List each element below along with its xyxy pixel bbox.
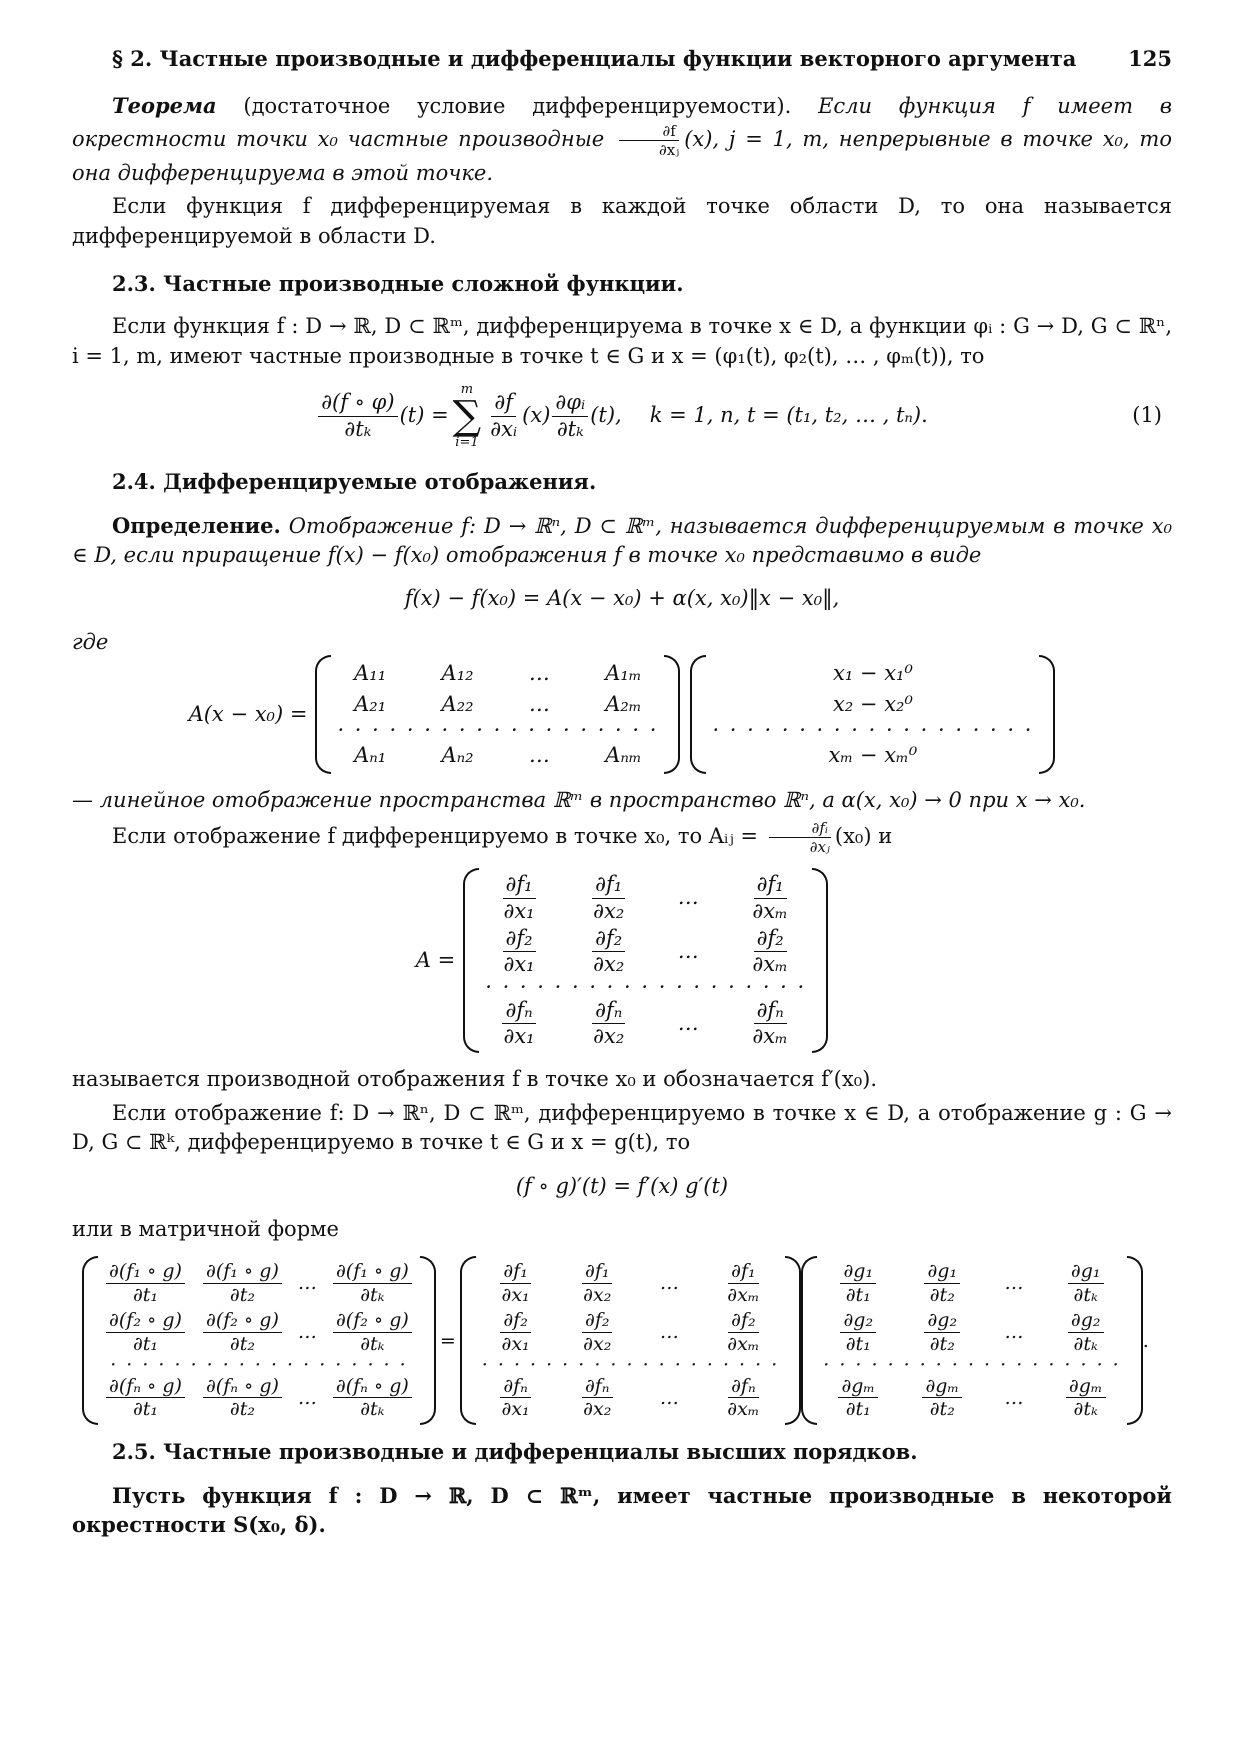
vector-x xyxy=(690,655,1055,774)
matrix-entry: … xyxy=(659,1386,679,1409)
chain-rule-equation: (f ∘ g)′(t) = f′(x) g′(t) xyxy=(515,1173,729,1198)
matrix-entry-fraction: $\frac{\text{∂f₂}}{\text{∂xₘ}}$ xyxy=(727,1308,760,1355)
matrix-entry: x₂ − x₂⁰ xyxy=(832,692,913,717)
matrix-entry-fraction: $\frac{\text{∂f₂}}{\text{∂xₘ}}$ xyxy=(752,925,788,976)
theorem xyxy=(72,91,1172,188)
eq1-df-fraction: $\frac{\partial f}{\text{∂xᵢ}}$ xyxy=(490,390,518,441)
matrix-entry-fraction: $\frac{\text{∂fₙ}}{\text{∂x₁}}$ xyxy=(501,1374,530,1421)
theorem-label: Теорема xyxy=(112,93,217,119)
matrix-entry-fraction: $\frac{\text{∂(fₙ ∘ g)}}{\text{∂t₂}}$ xyxy=(203,1375,282,1422)
matrix-entry-fraction: $\frac{\text{∂fₙ}}{\text{∂x₁}}$ xyxy=(503,997,535,1049)
matrix-entry-fraction: $\frac{\text{∂fₙ}}{\text{∂x₂}}$ xyxy=(593,997,625,1049)
matrix-entry-fraction: $\frac{\text{∂f₂}}{\text{∂x₂}}$ xyxy=(583,1308,612,1355)
equation-increment: f(x) − f(x₀) = A(x − x₀) + α(x, x₀)‖x − x₀‖, xyxy=(404,586,840,611)
matrix-entry: … xyxy=(297,1386,317,1409)
matrix-entry-fraction: $\frac{\text{∂f₁}}{\text{∂xₘ}}$ xyxy=(727,1260,760,1307)
matrix-entry-fraction: $\frac{\text{∂(fₙ ∘ g)}}{\text{∂t₁}}$ xyxy=(106,1375,185,1422)
matrix-entry: … xyxy=(677,885,699,910)
matrix-entry-fraction: $\frac{\text{∂f₁}}{\text{∂x₂}}$ xyxy=(593,872,625,923)
matrix-entry: … xyxy=(528,692,550,717)
eq1-dphi-fraction: $\frac{\text{∂φᵢ}}{\text{∂tₖ}}$ xyxy=(552,390,588,441)
matrix-entry: … xyxy=(659,1272,679,1295)
matrix-entry-fraction: $\frac{\text{∂gₘ}}{\text{∂t₂}}$ xyxy=(922,1375,962,1422)
matrix-entry-fraction: $\frac{\text{∂g₂}}{\text{∂tₖ}}$ xyxy=(1068,1309,1104,1356)
matrix-entry: A₁₂ xyxy=(441,661,474,686)
paragraph-chain-rule: Если отображение f: D → ℝⁿ, D ⊂ ℝᵐ, дифференцируемо в точке x ∈ D, а отображение g : G → D, G ⊂ ℝᵏ, дифференцируемо в точке t ∈ G и x = g(t), то xyxy=(72,1100,1172,1155)
eq1-tail: k = 1, n, t = (t₁, t₂, … , tₙ). xyxy=(649,403,928,428)
matrix-entry-fraction: $\frac{\text{∂f₁}}{\text{∂x₂}}$ xyxy=(583,1260,612,1307)
theorem-condition: (достаточное условие дифференцируемости). xyxy=(243,94,792,119)
matrix-dots-row: · · · · · · · · · · · · · · · · · · · xyxy=(481,1353,780,1376)
matrix-entry-fraction: $\frac{\text{∂f₁}}{\text{∂x₁}}$ xyxy=(503,872,535,923)
paragraph-2-5: Пусть функция f : D → ℝ, D ⊂ ℝᵐ, имеет частные производные в некоторой окрестности S(x₀, δ). xyxy=(72,1482,1172,1538)
matrix-dots-row: · · · · · · · · · · · · · · · · · · · xyxy=(712,717,1034,742)
jacobian-lhs: A = xyxy=(415,948,456,973)
jacobian-g xyxy=(801,1256,1142,1425)
matrix-entry-fraction: $\frac{\text{∂f₂}}{\text{∂x₂}}$ xyxy=(593,925,625,976)
matrix-entry: … xyxy=(297,1320,317,1343)
matrix-entry-fraction: $\frac{\text{∂gₘ}}{\text{∂tₖ}}$ xyxy=(1066,1375,1106,1422)
summation-sign: m ∑ i=1 xyxy=(452,382,482,451)
matrix-entry-fraction: $\frac{\text{∂f₂}}{\text{∂x₁}}$ xyxy=(503,925,535,976)
matrix-entry-fraction: $\frac{\text{∂g₁}}{\text{∂t₂}}$ xyxy=(924,1260,960,1307)
equation-number: (1) xyxy=(1132,403,1162,428)
aij-text-2: (x₀) и xyxy=(834,824,893,849)
matrix-entry: A₂ₘ xyxy=(605,692,642,717)
section-2-4-heading: 2.4. Дифференцируемые отображения. xyxy=(112,469,597,495)
matrix-entry: … xyxy=(528,742,550,767)
matrix-entry: Aₙ₂ xyxy=(441,742,474,767)
linear-mapping-text: — линейное отображение пространства ℝᵐ в пространство ℝⁿ, а α(x, x₀) → 0 при x → x₀. xyxy=(72,788,1086,813)
matrix-entry: … xyxy=(677,938,699,963)
composite-jacobian xyxy=(82,1256,436,1425)
matrix-entry: A₂₂ xyxy=(441,692,474,717)
theorem-text-1: Если функция f имеет в окрестности точки x₀ частные производные xyxy=(72,94,1172,151)
definition-label: Определение. xyxy=(112,512,281,538)
matrix-entry-fraction: $\frac{\text{∂g₂}}{\text{∂t₂}}$ xyxy=(924,1309,960,1356)
matrix-entry-fraction: $\frac{\text{∂gₘ}}{\text{∂t₁}}$ xyxy=(838,1375,878,1422)
eq1-phi-arg: (t), xyxy=(590,403,622,428)
theorem-fraction: $\frac{\partial f}{\text{∂xⱼ}}$ xyxy=(616,122,682,159)
matrix-entry: … xyxy=(528,661,550,686)
matrix-dots-row: · · · · · · · · · · · · · · · · · · · xyxy=(823,1353,1121,1376)
definition xyxy=(72,511,1172,571)
matrix-entry: x₁ − x₁⁰ xyxy=(832,661,913,686)
paragraph-2-3: Если функция f : D → ℝ, D ⊂ ℝᵐ, дифференцируема в точке x ∈ D, а функции φᵢ : G → D, G ⊂ ℝⁿ, i = 1, m, имеют частные производные в точке t ∈ G и x = (φ₁(t), φ₂(t), … , φₘ(t)), то xyxy=(72,314,1172,368)
matrix-entry: Aₙ₁ xyxy=(354,742,387,767)
matrix-entry-fraction: $\frac{\text{∂fₙ}}{\text{∂xₘ}}$ xyxy=(727,1374,760,1421)
aij-text-1: Если отображение f дифференцируемо в точке x₀, то Aᵢⱼ = xyxy=(112,824,759,849)
matrix-entry-fraction: $\frac{\text{∂(f₂ ∘ g)}}{\text{∂t₂}}$ xyxy=(203,1309,282,1356)
matrix-entry-fraction: $\frac{\text{∂fₙ}}{\text{∂xₘ}}$ xyxy=(752,997,788,1049)
jacobian-matrix xyxy=(463,868,828,1053)
page-number: 125 xyxy=(1128,46,1172,71)
matrix-entry-fraction: $\frac{\text{∂g₁}}{\text{∂t₁}}$ xyxy=(840,1260,876,1307)
paragraph-aij xyxy=(72,819,1172,856)
matrix-entry-fraction: $\frac{\text{∂fₙ}}{\text{∂x₂}}$ xyxy=(583,1374,612,1421)
matrix-entry: A₁ₘ xyxy=(605,661,642,686)
matrix-entry-fraction: $\frac{\text{∂f₂}}{\text{∂x₁}}$ xyxy=(501,1308,530,1355)
matrix-entry-fraction: $\frac{\text{∂f₁}}{\text{∂x₁}}$ xyxy=(501,1260,530,1307)
section-2-3-heading: 2.3. Частные производные сложной функции. xyxy=(112,270,684,296)
equals-sign: = xyxy=(439,1329,456,1352)
eq1-lhs-arg: (t) = xyxy=(399,403,449,428)
theorem-text-2: (x), j = 1, m, непрерывные в точке x₀, то она дифференцируема в этой точке. xyxy=(72,126,1172,185)
matrix-entry-fraction: $\frac{\text{∂(fₙ ∘ g)}}{\text{∂tₖ}}$ xyxy=(333,1375,412,1422)
matrix-entry: A₁₁ xyxy=(354,661,387,686)
matrix-entry: … xyxy=(1004,1272,1024,1295)
matrix-chain-equation: $\frac{\text{∂(f₁ ∘ g)}}{\text{∂t₁}}$ $\frac{\text{∂(f₁ ∘ g)}}{\text{∂t₂}}$ … $\frac{\text{∂(f₁ ∘ g)}}{\text{∂tₖ}}$ $\frac{\text{∂(f₂ ∘ g)}}{\text{∂t₁}}$ $\frac{\text{∂(f₂ ∘ g)}}{\text{∂t₂}}$ … $\frac{\text{∂(f₂ ∘ g)}}{\text{∂tₖ}}$ · · · · · · · · · · · · · · · · · · · $\frac{\text{∂(fₙ ∘ g)}}{\text{∂t₁}}$ $\frac{\text{∂(fₙ ∘ g)}}{\text{∂t₂}}$ … $\frac{\text{∂(fₙ ∘ g)}}{\text{∂tₖ}}$ = $\frac{\text{∂f₁}}{\text{∂x₁}}$ $\frac{\text{∂f₁}}{\text{∂x₂}}$ … $\frac{\text{∂f₁}}{\text{∂xₘ}}$ $\frac{\text{∂f₂}}{\text{∂x₁}}$ $\frac{\text{∂f₂}}{\text{∂x₂}}$ … $\frac{\text{∂f₂}}{\text{∂xₘ}}$ · · · · · · · · · · · · · · · · · · · $\frac{\text{∂fₙ}}{\text{∂x₁}}$ $\frac{\text{∂fₙ}}{\text{∂x₂}}$ … $\frac{\text{∂fₙ}}{\text{∂xₘ}}$ $\frac{\text{∂g₁}}{\text{∂t₁}}$ $\frac{\text{∂g₁}}{\text{∂t₂}}$ … $\frac{\text{∂g₁}}{\text{∂tₖ}}$ $\frac{\text{∂g₂}}{\text{∂t₁}}$ $\frac{\text{∂g₂}}{\text{∂t₂}}$ … $\frac{\text{∂g₂}}{\text{∂tₖ}}$ · · · · · · · · · · · · · · · · · · · $\frac{\text{∂gₘ}}{\text{∂t₁}}$ $\frac{\text{∂gₘ}}{\text{∂t₂}}$ … $\frac{\text{∂gₘ}}{\text{∂tₖ}}$ . xyxy=(82,1256,1172,1425)
matrix-entry: … xyxy=(659,1320,679,1343)
jacobian-f xyxy=(460,1256,801,1425)
matrix-a-equation xyxy=(72,655,1172,774)
matrix-entry-fraction: $\frac{\text{∂(f₂ ∘ g)}}{\text{∂t₁}}$ xyxy=(106,1309,185,1356)
where-label: где xyxy=(72,629,109,654)
matrix-entry-fraction: $\frac{\text{∂g₂}}{\text{∂t₁}}$ xyxy=(840,1309,876,1356)
matrix-entry: … xyxy=(1004,1320,1024,1343)
matrix-entry: … xyxy=(297,1272,317,1295)
matrix-entry: A₂₁ xyxy=(354,692,387,717)
section-2-5-heading: 2.5. Частные производные и дифференциалы высших порядков. xyxy=(112,1439,918,1465)
definition-text: Отображение f: D → ℝⁿ, D ⊂ ℝᵐ, называется дифференцируемым в точке x₀ ∈ D, если приращение f(x) − f(x₀) отображения f в точке x₀ представимо в виде xyxy=(72,513,1172,567)
matrix-dots-row: · · · · · · · · · · · · · · · · · · · xyxy=(485,975,807,1000)
matrix-dots-row: · · · · · · · · · · · · · · · · · · · xyxy=(110,1353,408,1376)
matrix-entry: Aₙₘ xyxy=(605,742,642,767)
eq1-f-arg: (x) xyxy=(522,403,551,428)
matrix-a-lhs: A(x − x₀) = xyxy=(188,701,308,726)
equation-1 xyxy=(72,383,1172,449)
page xyxy=(72,44,1172,1543)
jacobian-equation xyxy=(72,868,1172,1053)
matrix-entry: … xyxy=(677,1010,699,1035)
matrix-entry-fraction: $\frac{\text{∂f₁}}{\text{∂xₘ}}$ xyxy=(752,872,788,923)
aij-fraction: $\frac{\text{∂fᵢ}}{\text{∂xⱼ}}$ xyxy=(767,819,833,856)
matrix-entry-fraction: $\frac{\text{∂(f₁ ∘ g)}}{\text{∂t₂}}$ xyxy=(203,1260,282,1307)
derivative-definition-text: называется производной отображения f в точке x₀ и обозначается f′(x₀). xyxy=(72,1067,877,1092)
matrix-entry: … xyxy=(1004,1386,1024,1409)
header-title: § 2. Частные производные и дифференциалы функции векторного аргумента xyxy=(112,46,1077,71)
matrix-a xyxy=(315,655,680,774)
matrix-entry-fraction: $\frac{\text{∂(f₁ ∘ g)}}{\text{∂t₁}}$ xyxy=(106,1260,185,1307)
matrix-dots-row: · · · · · · · · · · · · · · · · · · · xyxy=(337,717,659,742)
running-header xyxy=(72,44,1172,73)
matrix-entry-fraction: $\frac{\text{∂g₁}}{\text{∂tₖ}}$ xyxy=(1068,1260,1104,1307)
eq1-lhs-fraction: $\frac{\partial(f \circ \varphi)}{\text{∂tₖ}}$ xyxy=(318,390,397,441)
matrix-entry: xₘ − xₘ⁰ xyxy=(828,742,918,767)
matrix-entry-fraction: $\frac{\text{∂(f₁ ∘ g)}}{\text{∂tₖ}}$ xyxy=(333,1260,412,1307)
matrix-form-text: или в матричной форме xyxy=(72,1216,339,1241)
paragraph-area: Если функция f дифференцируемая в каждой точке области D, то она называется дифференцируемой в области D. xyxy=(72,194,1172,248)
matrix-entry-fraction: $\frac{\text{∂(f₂ ∘ g)}}{\text{∂tₖ}}$ xyxy=(333,1309,412,1356)
